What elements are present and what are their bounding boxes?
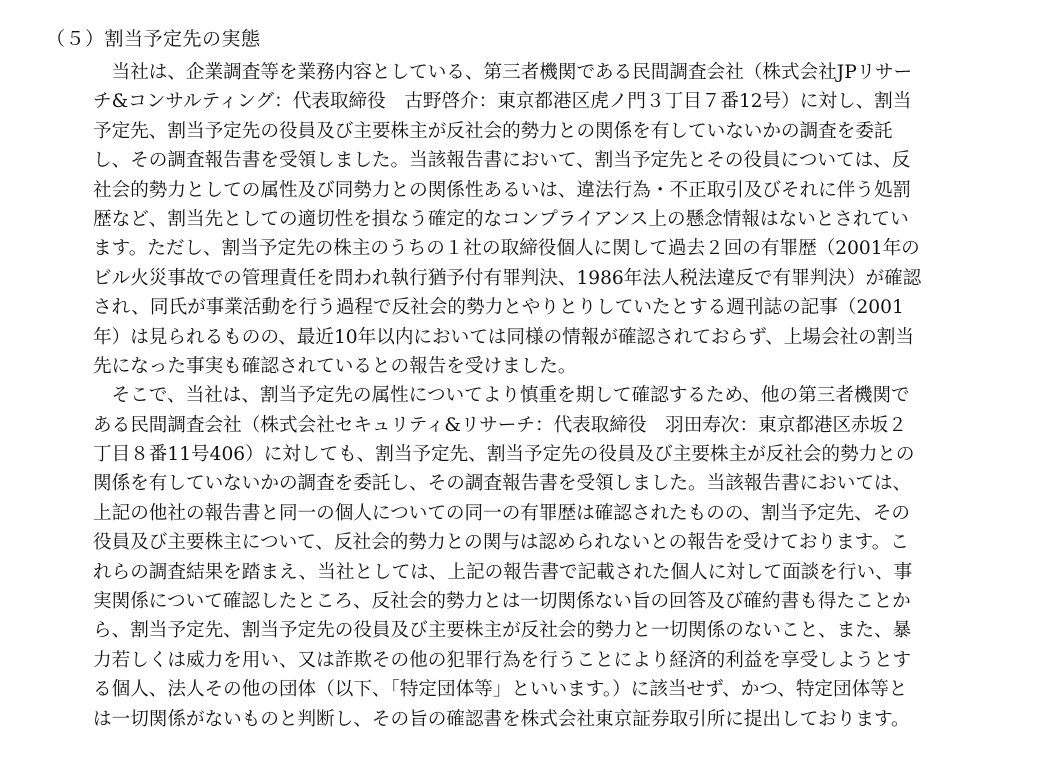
body-text — [93, 58, 993, 734]
text-line: 実関係について確認したところ、反社会的勢力とは一切関係ない旨の回答及び確約書も得たことか — [93, 591, 911, 613]
text-line: し、その調査報告書を受領しました。当該報告書において、割当予定先とその役員については、反 — [93, 150, 911, 172]
section-heading: （５）割当予定先の実態 — [46, 28, 261, 50]
text-line: 丁目８番11号406）に対しても、割当予定先、割当予定先の役員及び主要株主が反社会的勢力との — [93, 444, 915, 466]
text-line: ら、割当予定先、割当予定先の役員及び主要株主が反社会的勢力と一切関係のないこと、また、暴 — [93, 620, 912, 642]
text-line: 当社は、企業調査等を業務内容としている、第三者機関である民間調査会社（株式会社JPリサー — [93, 62, 913, 83]
text-line: 年）は見られるものの、最近10年以内においては同様の情報が確認されておらず、上場会社の割当 — [93, 326, 914, 348]
text-line: 上記の他社の報告書と同一の個人についての同一の有罪歴は確認されたものの、割当予定先、その — [93, 502, 911, 524]
text-line: 予定先、割当予定先の役員及び主要株主が反社会的勢力との関係を有していないかの調査を委託 — [93, 120, 893, 142]
text-line: 関係を有していないかの調査を委託し、その調査報告書を受領しました。当該報告書においては、 — [93, 473, 912, 495]
text-line: ビル火災事故での管理責任を問われ執行猶予付有罪判決、1986年法人税法違反で有罪判決）が確認 — [93, 267, 922, 289]
text-line: そこで、当社は、割当予定先の属性についてより慎重を期して確認するため、他の第三者機関で — [93, 385, 910, 407]
text-line: れらの調査結果を踏まえ、当社としては、上記の報告書で記載された個人に対して面談を行い、事 — [93, 561, 913, 583]
text-line: ある民間調査会社（株式会社セキュリティ&リサーチ：代表取締役 羽田寿次：東京都港区赤坂２ — [93, 414, 907, 436]
text-line: は一切関係がないものと判断し、その旨の確認書を株式会社東京証券取引所に提出しております。 — [93, 708, 910, 730]
text-line: 力若しくは威力を用い、又は詐欺その他の犯罪行為を行うことにより経済的利益を享受しようとす — [93, 649, 912, 671]
text-line: 役員及び主要株主について、反社会的勢力との関与は認められないとの報告を受けております。こ — [93, 532, 909, 554]
text-line: 歴など、割当先としての適切性を損なう確定的なコンプライアンス上の懸念情報はないとされてい — [93, 208, 909, 230]
text-line: ます。ただし、割当予定先の株主のうちの１社の取締役個人に関して過去２回の有罪歴（2001年の — [93, 238, 920, 260]
text-line: され、同氏が事業活動を行う過程で反社会的勢力とやりとりしていたとする週刊誌の記事（2001 — [93, 297, 904, 319]
text-line: 先になった事実も確認されているとの報告を受けました。 — [93, 355, 577, 377]
text-line: 社会的勢力としての属性及び同勢力との関係性あるいは、違法行為・不正取引及びそれに伴う処罰 — [93, 179, 912, 201]
text-line: チ&コンサルティング：代表取締役 古野啓介：東京都港区虎ノ門３丁目７番12号）に対し、割当 — [93, 91, 912, 113]
text-line: る個人、法人その他の団体（以下、「特定団体等」といいます。）に該当せず、かつ、特定団体等と — [93, 679, 908, 701]
